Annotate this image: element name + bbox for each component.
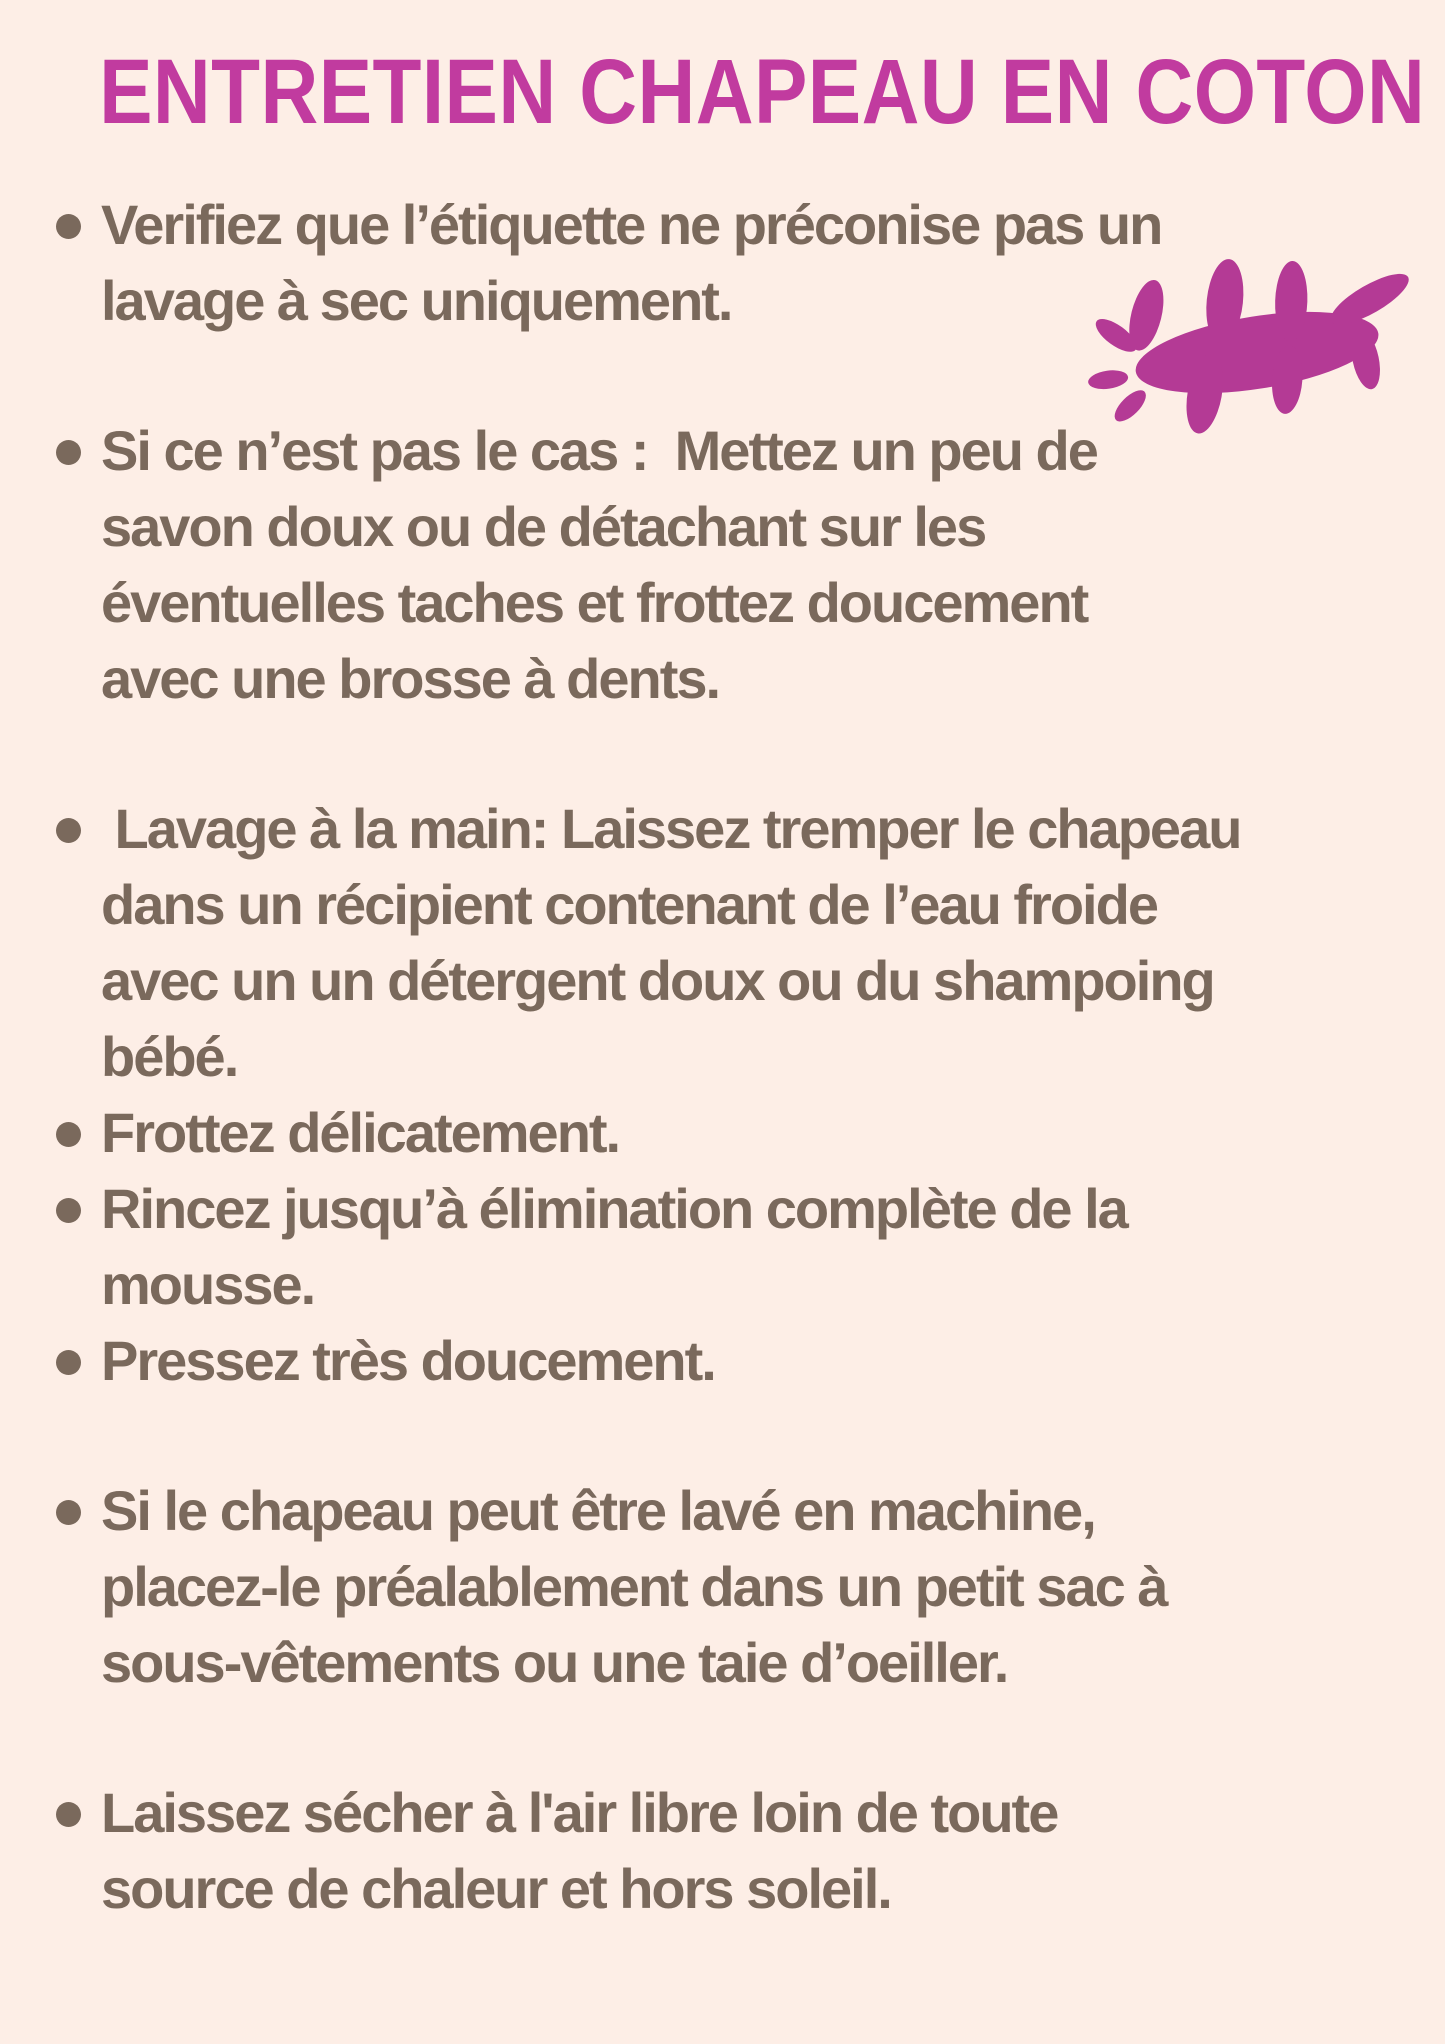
instruction-line: Si ce n’est pas le cas : Mettez un peu de bbox=[101, 419, 1097, 482]
instruction-line: mousse. bbox=[101, 1253, 315, 1316]
instruction-line: Rincez jusqu’à élimination complète de la bbox=[101, 1177, 1127, 1240]
instruction-line: sous-vêtements ou une taie d’oeiller. bbox=[101, 1631, 1008, 1694]
instruction-line: Verifiez que l’étiquette ne préconise pas un bbox=[101, 193, 1162, 256]
page-title-text: ENTRETIEN CHAPEAU EN COTON bbox=[99, 41, 1426, 143]
bullet-dot-icon bbox=[56, 1802, 81, 1827]
instruction-line: source de chaleur et hors soleil. bbox=[101, 1857, 891, 1920]
list-item bbox=[56, 413, 1415, 717]
list-item bbox=[56, 187, 1415, 339]
bullet-dot-icon bbox=[56, 1198, 81, 1223]
bullet-dot-icon bbox=[56, 1122, 81, 1147]
instruction-line: Si le chapeau peut être lavé en machine, bbox=[101, 1479, 1095, 1542]
instruction-line: Laissez sécher à l'air libre loin de toute bbox=[101, 1781, 1058, 1844]
instruction-line: Lavage à la main: Laissez tremper le chapeau bbox=[101, 797, 1241, 860]
instruction-text bbox=[101, 1171, 1127, 1323]
instruction-line: placez-le préalablement dans un petit sac à bbox=[101, 1555, 1167, 1618]
list-item bbox=[56, 1323, 1415, 1399]
page-title bbox=[0, 0, 1445, 143]
list-item bbox=[56, 1095, 1415, 1171]
list-item bbox=[56, 1171, 1415, 1323]
instruction-line: Frottez délicatement. bbox=[101, 1101, 620, 1164]
list-item bbox=[56, 1473, 1415, 1701]
instruction-line: savon doux ou de détachant sur les bbox=[101, 495, 986, 558]
instruction-text bbox=[101, 413, 1097, 717]
instruction-text bbox=[101, 1775, 1057, 1927]
instruction-text bbox=[101, 1095, 619, 1171]
list-item bbox=[56, 791, 1415, 1095]
bullet-dot-icon bbox=[56, 1350, 81, 1375]
instruction-line: Pressez très doucement. bbox=[101, 1329, 715, 1392]
instruction-text bbox=[101, 187, 1161, 339]
instruction-text bbox=[101, 1473, 1167, 1701]
bullet-dot-icon bbox=[56, 818, 81, 843]
instruction-text bbox=[101, 791, 1240, 1095]
instruction-line: lavage à sec uniquement. bbox=[101, 269, 732, 332]
list-item bbox=[56, 1775, 1415, 1927]
instruction-line: avec une brosse à dents. bbox=[101, 647, 720, 710]
instruction-line: bébé. bbox=[101, 1025, 238, 1088]
instruction-line: avec un un détergent doux ou du shampoing bbox=[101, 949, 1214, 1012]
instruction-line: éventuelles taches et frottez doucement bbox=[101, 571, 1088, 634]
bullet-dot-icon bbox=[56, 214, 81, 239]
bullet-dot-icon bbox=[56, 1500, 81, 1525]
care-instructions-list bbox=[0, 187, 1445, 1927]
instruction-line: dans un récipient contenant de l’eau froide bbox=[101, 873, 1157, 936]
instruction-text bbox=[101, 1323, 715, 1399]
bullet-dot-icon bbox=[56, 440, 81, 465]
